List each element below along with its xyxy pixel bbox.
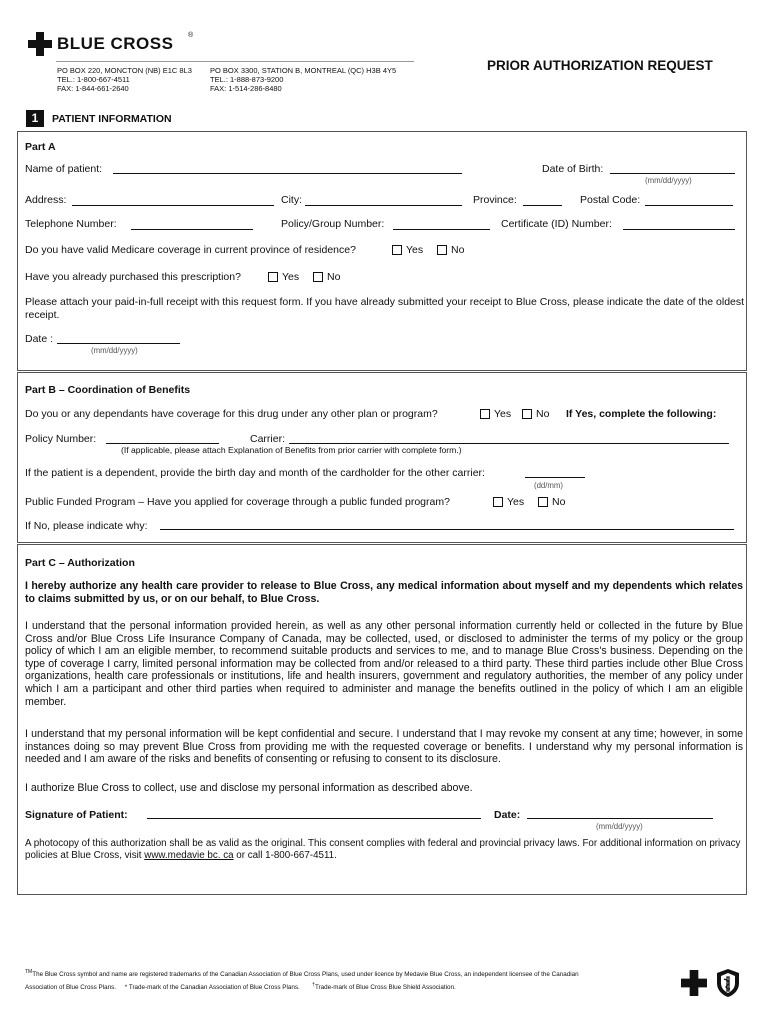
policy-number-label: Policy Number: [25,433,97,445]
receipt-date-label: Date : [25,333,54,345]
footer-trademarks [25,967,675,993]
policy-group-label: Policy/Group Number: [281,218,385,230]
address-label: Address: [25,194,67,206]
signature-date-hint: (mm/dd/yyyy) [596,822,643,831]
dependent-birthday-hint: (dd/mm) [534,481,564,490]
patient-name-label: Name of patient: [25,163,103,175]
signature-date-field[interactable] [527,818,713,819]
carrier-field[interactable] [289,443,729,444]
medicare-no-checkbox[interactable] [437,245,447,255]
partA-heading: Part A [25,141,56,153]
medicare-yes-checkbox[interactable] [392,245,402,255]
yes-label: Yes [406,244,424,256]
carrier-label: Carrier: [250,433,286,445]
phone-line: TEL.: 1-888-873-9200 [210,75,284,84]
no-label: No [451,244,465,256]
purchased-question: Have you already purchased this prescription? [25,271,241,283]
policy-group-field[interactable] [393,229,490,230]
coverage-no-option[interactable] [522,408,549,420]
province-field[interactable] [523,205,562,206]
coverage-no-checkbox[interactable] [522,409,532,419]
fax-line: FAX: 1-844-661-2640 [57,84,129,93]
medicare-yes-option[interactable] [392,244,423,256]
brand-trademark: ® [188,32,194,39]
city-label: City: [281,194,302,206]
certificate-label: Certificate (ID) Number: [501,218,612,230]
public-yes-option[interactable] [493,496,524,508]
if-no-reason-field[interactable] [160,529,734,530]
section-number-badge [26,110,44,127]
yes-label: Yes [494,408,512,420]
receipt-instructions: Please attach your paid-in-full receipt with this request form. If you have already submitted your receipt to Blue Cross, please indicate the date of the oldest receipt. [25,296,745,321]
purchased-no-checkbox[interactable] [313,272,323,282]
form-title: PRIOR AUTHORIZATION REQUEST [487,58,713,73]
footer-text: * Trade-mark of the Canadian Association of Blue Cross Plans. [124,984,300,992]
privacy-paragraph-2: I understand that my personal information will be kept confidential and secure. I understand that I may revoke my consent at any time; however, in some instances doing so may prevent Blue Cross from providing me with the requested coverage or benefits. I understand why my personal information is needed and I am aware of the risks and benefits of consenting or refusing to consent to its disclosure. [25,728,743,766]
dependent-birthday-field[interactable] [525,477,585,478]
section-title: PATIENT INFORMATION [52,113,172,125]
patient-name-field[interactable] [113,173,462,174]
telephone-field[interactable] [131,229,253,230]
if-no-label: If No, please indicate why: [25,520,148,532]
if-yes-instruction: If Yes, complete the following: [566,408,717,420]
public-no-checkbox[interactable] [538,497,548,507]
partB-heading: Part B – Coordination of Benefits [25,384,191,396]
address-line: PO BOX 3300, STATION B, MONTREAL (QC) H3B 4Y5 [210,66,397,75]
no-label: No [327,271,341,283]
city-field[interactable] [305,205,462,206]
footer-line-1 [25,967,675,980]
footer-text: Association of Blue Cross Plans. [25,984,116,992]
policy-number-field[interactable] [106,443,219,444]
brand-name: BLUE CROSS [57,34,174,53]
signature-date-label: Date: [494,809,521,821]
no-label: No [552,496,566,508]
photocopy-text: A photocopy of this authorization shall be as valid as the original. This consent complies with federal and provincial privacy laws. For additional information on privacy policies at Blue Cross, visit [25,838,741,862]
address-field[interactable] [72,205,274,206]
medicare-question: Do you have valid Medicare coverage in current province of residence? [25,244,356,256]
tm-mark: TM [25,969,33,975]
footer-text: Trade-mark of Blue Cross Blue Shield Association. [314,984,456,992]
fax-line: FAX: 1-514-286-8480 [210,84,282,93]
dob-hint: (mm/dd/yyyy) [645,176,692,185]
dob-label: Date of Birth: [542,163,604,175]
telephone-label: Telephone Number: [25,218,117,230]
footer-line-2 [25,980,675,993]
section-number: 1 [31,111,39,125]
blue-cross-logo [28,32,198,58]
call-text: or call 1-800-667-4511. [236,850,337,862]
montreal-address [210,66,396,93]
province-label: Province: [473,194,517,206]
yes-label: Yes [282,271,300,283]
authorization-statement: I hereby authorize any health care provider to release to Blue Cross, any medical information about myself and my dependents which relates to claims submitted by us, or on our behalf, to Blue Cross. [25,580,743,605]
moncton-address [57,66,192,93]
privacy-paragraph-1: I understand that the personal information provided herein, as well as any other personal information currently held or collected in the future by Blue Cross and/or Blue Cross Life Insurance Company of Canada, may be collected, used, or disclosed to administer the terms of my policy or the group policy of which I am an eligible member, to recommend suitable products and services to me, and to manage Blue Cross's business. Depending on the type of coverage I carry, limited personal information may be collected from and/or released to a third party. These third parties include other Blue Cross organizations, health care professionals or institutions, life and health insurers, government and regulatory authorities, the member of any policy under which I am a participant and other third parties when required to administer and manage the benefits outlined in the policy of which I am an eligible member. [25,620,743,708]
certificate-field[interactable] [623,229,735,230]
partB-frame [17,372,747,543]
cross-icon [28,32,52,56]
purchased-no-option[interactable] [313,271,340,283]
footer-shield-icon [715,968,741,998]
public-no-option[interactable] [538,496,565,508]
footer-cross-icon [681,970,707,996]
purchased-yes-option[interactable] [268,271,299,283]
footer-text: The Blue Cross symbol and name are registered trademarks of the Canadian Association of Blue Cross Plans, used under licence by Medavie Blue Cross, an independent licensee of the Canadian [32,971,579,979]
signature-field[interactable] [147,818,481,819]
dob-field[interactable] [610,173,735,174]
receipt-date-field[interactable] [57,343,180,344]
public-yes-checkbox[interactable] [493,497,503,507]
address-line: PO BOX 220, MONCTON (NB) E1C 8L3 [57,66,192,75]
carrier-hint: (If applicable, please attach Explanation of Benefits from prior carrier with complete form.) [121,445,462,455]
coverage-yes-option[interactable] [480,408,511,420]
postal-code-field[interactable] [645,205,733,206]
privacy-paragraph-3: I authorize Blue Cross to collect, use and disclose my personal information as described above. [25,782,473,794]
coverage-yes-checkbox[interactable] [480,409,490,419]
header-rule [56,61,414,62]
signature-label: Signature of Patient: [25,809,128,821]
yes-label: Yes [507,496,525,508]
photocopy-notice [25,838,741,863]
dagger-mark: † [312,982,315,989]
postal-code-label: Postal Code: [580,194,641,206]
website-link[interactable]: www.medavie bc. ca [144,850,234,862]
phone-line: TEL.: 1-800-667-4511 [57,75,130,84]
dependent-question: If the patient is a dependent, provide the birth day and month of the cardholder for the other carrier: [25,467,485,479]
purchased-yes-checkbox[interactable] [268,272,278,282]
partC-heading: Part C – Authorization [25,557,135,569]
medicare-no-option[interactable] [437,244,464,256]
public-program-question: Public Funded Program – Have you applied for coverage through a public funded program? [25,496,450,508]
receipt-date-hint: (mm/dd/yyyy) [91,346,138,355]
no-label: No [536,408,550,420]
coverage-question: Do you or any dependants have coverage for this drug under any other plan or program? [25,408,438,420]
